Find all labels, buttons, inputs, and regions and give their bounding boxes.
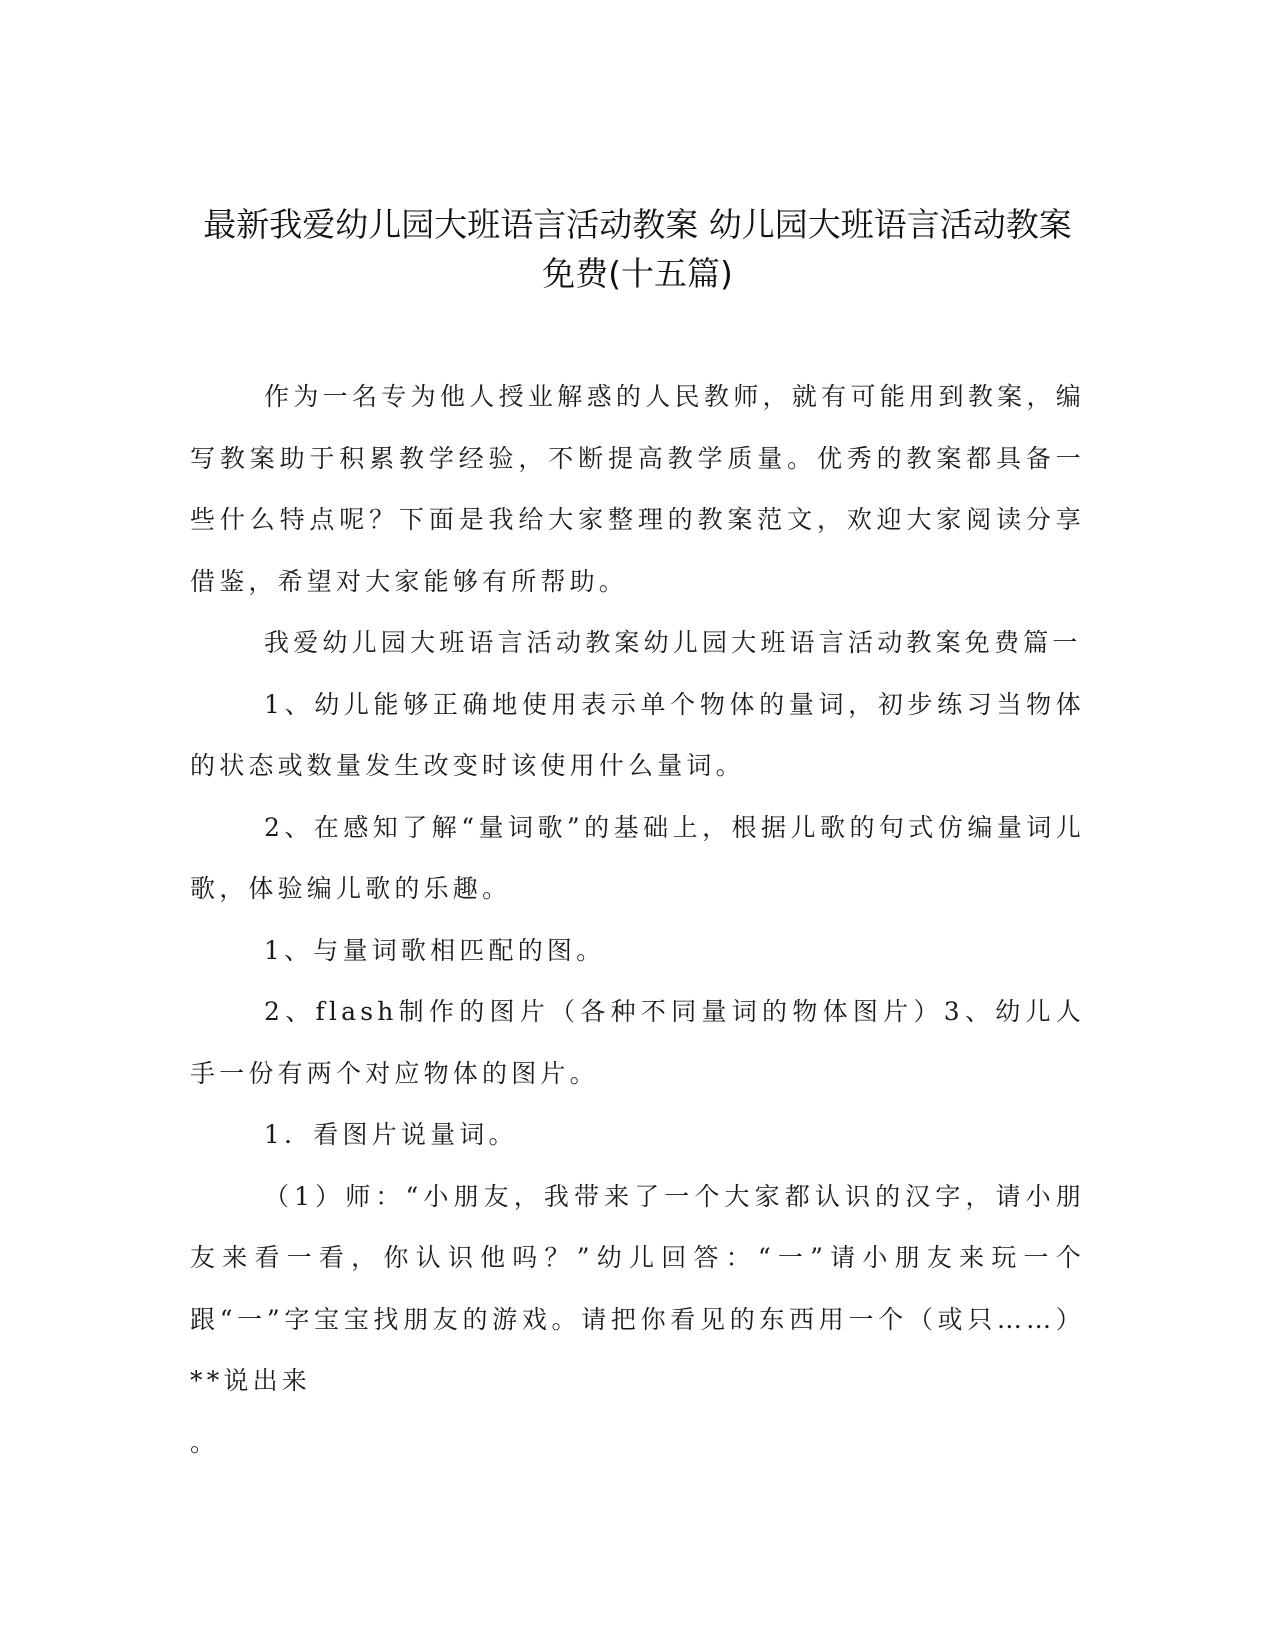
document-title <box>150 200 1125 298</box>
section-heading: 我爱幼儿园大班语言活动教案幼儿园大班语言活动教案免费篇一 <box>264 628 1082 657</box>
trailing-punctuation: 。 <box>190 1427 220 1457</box>
process-step-1: 1．看图片说量词。 <box>264 1120 518 1149</box>
intro-paragraph: 作为一名专为他人授业解惑的人民教师，就有可能用到教案，编写教案助于积累教学经验，不断提高教学质量。优秀的教案都具备一些什么特点呢？下面是我给大家整理的教案范文，欢迎大家阅读分享借鉴，希望对大家能够有所帮助。 <box>190 382 1085 596</box>
material-paragraph-2: 2、flash制作的图片（各种不同量词的物体图片）3、幼儿人手一份有两个对应物体的图片。 <box>190 997 1085 1088</box>
goal-paragraph-2: 2、在感知了解“量词歌”的基础上，根据儿歌的句式仿编量词儿歌，体验编儿歌的乐趣。 <box>190 812 1085 903</box>
goal-paragraph-1: 1、幼儿能够正确地使用表示单个物体的量词，初步练习当物体的状态或数量发生改变时该使用什么量词。 <box>190 689 1085 780</box>
document-body <box>190 366 1085 1473</box>
title-line-1: 最新我爱幼儿园大班语言活动教案 幼儿园大班语言活动教案 <box>203 205 1072 244</box>
process-step-1-detail: （1）师：“小朋友，我带来了一个大家都认识的汉字，请小朋友来看一看，你认识他吗？”幼儿回答：“一”请小朋友来玩一个跟“一”字宝宝找朋友的游戏。请把你看见的东西用一个（或只……）**说出来 <box>190 1181 1085 1395</box>
material-paragraph-1: 1、与量词歌相匹配的图。 <box>264 935 606 965</box>
title-line-2: 免费(十五篇) <box>542 254 733 293</box>
